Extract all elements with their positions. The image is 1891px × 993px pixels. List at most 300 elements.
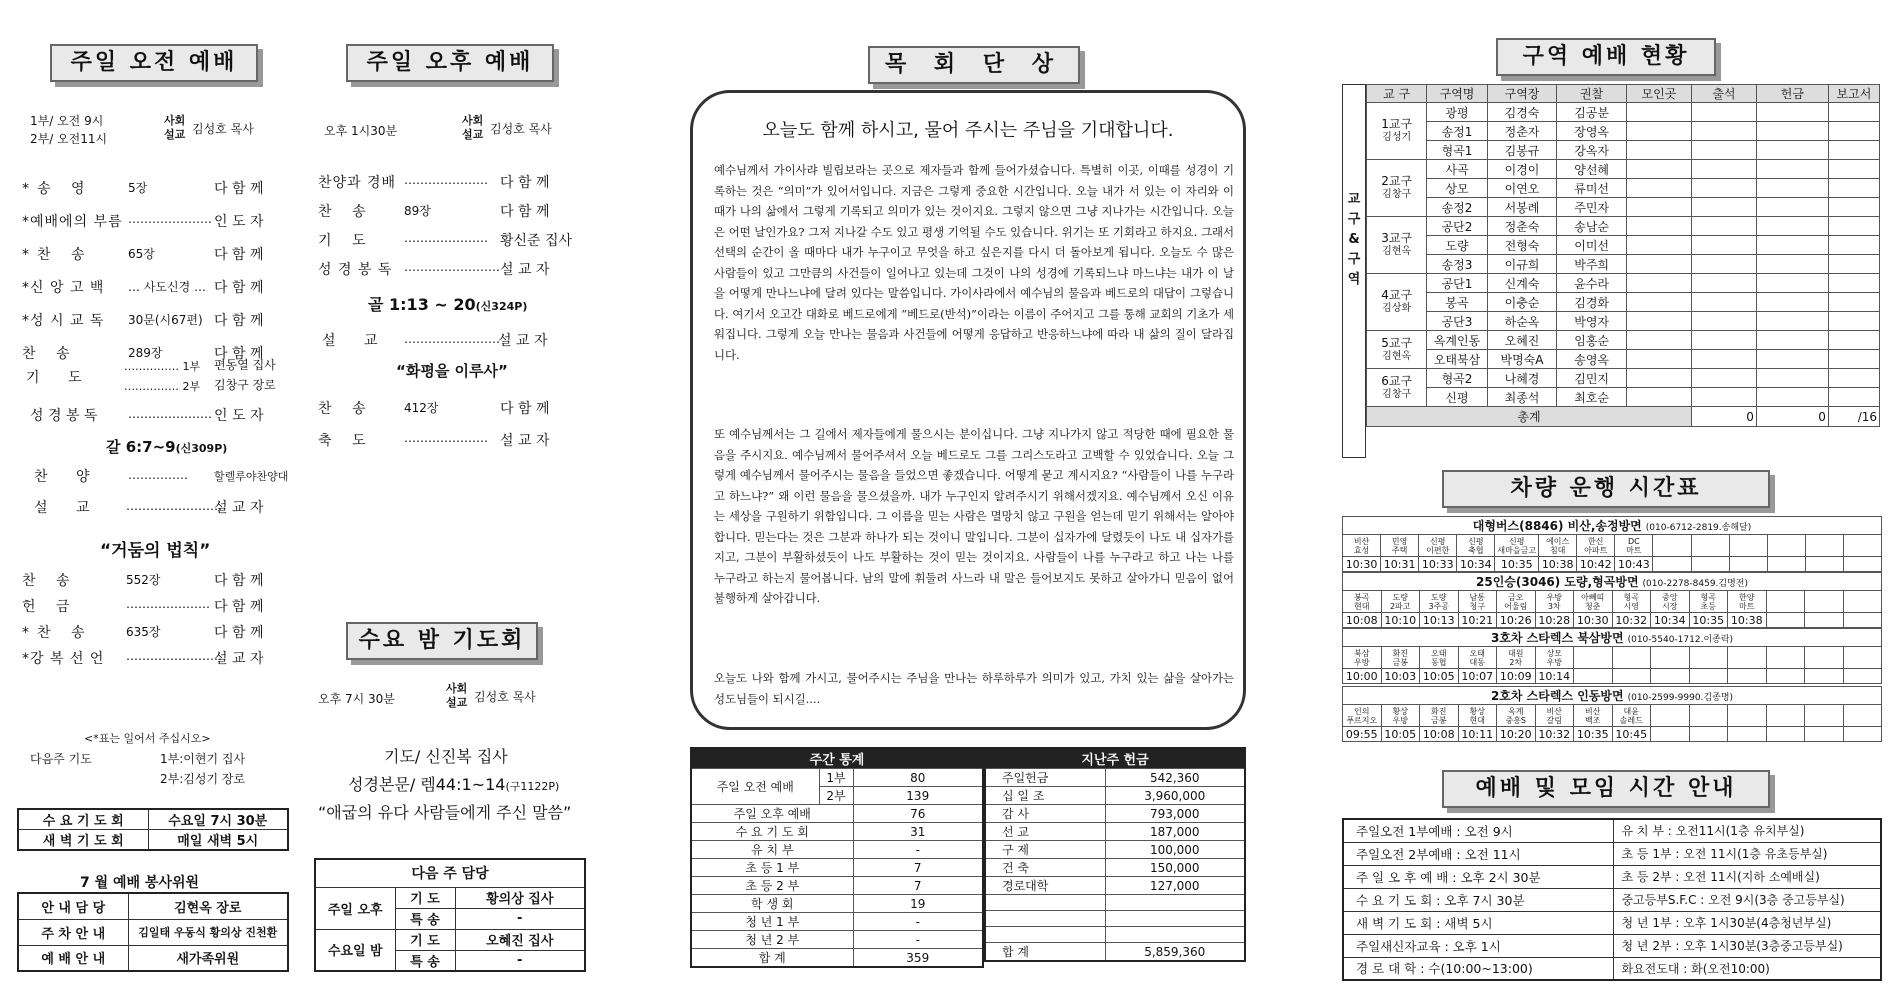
stat-sub: 2부 [819, 787, 853, 805]
order-item-label: 성 경 봉 독 [318, 262, 393, 278]
order-item-label: 찬 송 [318, 401, 374, 417]
wednesday-scripture: 성경본문/ 렘44:1~14 [348, 775, 506, 794]
order-item-right: 다 함 께 [214, 346, 264, 362]
morning-prayer-2-name: 김창구 장로 [214, 378, 276, 392]
bus-empty-cell [1651, 727, 1690, 742]
district-empty-cell [1828, 293, 1879, 312]
district-empty-cell [1691, 350, 1756, 369]
district-cell: 나혜경 [1487, 369, 1557, 388]
table-row [1367, 160, 1880, 179]
bus-empty-cell [1612, 647, 1651, 669]
bus-route-header [1343, 687, 1882, 705]
offering-label [985, 927, 1105, 943]
table-row [1367, 122, 1880, 141]
bus-empty-cell [1691, 535, 1729, 557]
district-cell: 윤수라 [1557, 274, 1627, 293]
next-prayer-1: 1부:이현기 집사 [160, 752, 246, 766]
district-empty-cell [1691, 141, 1756, 160]
order-item-label: 찬 송 [318, 204, 374, 220]
table-row [1343, 842, 1881, 865]
district-empty-cell [1691, 160, 1756, 179]
weekday-label: 새 벽 기 도 회 [18, 830, 148, 851]
table-row [1367, 217, 1880, 236]
bus-stops-row [1343, 535, 1882, 557]
bus-time: 10:09 [1497, 669, 1536, 684]
district-empty-cell [1691, 369, 1756, 388]
district-empty-cell [1626, 274, 1691, 293]
district-cell: 형곡1 [1427, 141, 1487, 160]
offering-label: 구 제 [985, 841, 1105, 859]
order-item-mid: 289장 [128, 346, 163, 360]
bus-time: 10:35 [1574, 727, 1613, 742]
offering-label: 경로대학 [985, 877, 1105, 895]
district-cell: 이충순 [1487, 293, 1557, 312]
total-value: /16 [1828, 407, 1879, 427]
order-item-mid: ………………… [404, 231, 488, 245]
morning-verse-note: (신309P) [175, 442, 228, 455]
district-group [1367, 274, 1427, 331]
district-empty-cell [1691, 122, 1756, 141]
table-row [1343, 865, 1881, 888]
weekday-value: 매일 새벽 5시 [148, 830, 288, 851]
district-cell: 임홍순 [1557, 331, 1627, 350]
morning-time-2: 2부/ 오전11시 [30, 132, 108, 146]
table-row [691, 823, 983, 841]
schedule-right: 청 년 1부 : 오후 1시30분(4층청년부실) [1613, 911, 1881, 934]
district-cell: 오혜진 [1487, 331, 1557, 350]
district-empty-cell [1756, 141, 1828, 160]
afternoon-verse: 골 1:13 ~ 20 [368, 295, 476, 314]
morning-sermon-title: “거둠의 법칙” [100, 541, 211, 561]
order-item-label: 기 도 [318, 233, 374, 249]
group-leader: 김상화 [1382, 303, 1412, 314]
bus-time: 10:05 [1381, 727, 1420, 742]
offering-label [985, 895, 1105, 911]
afternoon-preacher-label: 설교 [462, 128, 484, 141]
order-item-mid: …………………… [404, 260, 500, 274]
bus-stop: 남통 청구 [1458, 591, 1497, 613]
bus-time: 10:05 [1420, 669, 1459, 684]
district-empty-cell [1828, 217, 1879, 236]
order-item-right: 다 함 께 [500, 204, 550, 220]
order-item-label: *강 복 선 언 [22, 651, 105, 667]
district-cell: 신평 [1427, 388, 1487, 407]
bus-empty-cell [1767, 557, 1805, 572]
bus-stop: 도량 3주공 [1420, 591, 1459, 613]
schedule-left: 경 로 대 학 : 수(10:00~13:00) [1343, 957, 1613, 980]
wednesday-host-label: 사회 [446, 682, 468, 695]
table-row [691, 859, 983, 877]
table-row [985, 911, 1245, 927]
district-cell: 이미선 [1557, 236, 1627, 255]
order-item-right: 인 도 자 [214, 214, 264, 230]
table-row [1367, 312, 1880, 331]
district-empty-cell [1828, 160, 1879, 179]
stat-value: 7 [853, 877, 983, 895]
offering-label: 건 축 [985, 859, 1105, 877]
bus-empty-cell [1729, 557, 1767, 572]
district-cell: 이경이 [1487, 160, 1557, 179]
bus-stop: 화진 금봉 [1381, 647, 1420, 669]
order-item-label: *신 앙 고 백 [22, 280, 105, 296]
bus-route-header [1343, 629, 1882, 647]
table-row [1343, 911, 1881, 934]
order-item-right: 다 함 께 [214, 573, 264, 589]
bus-empty-cell [1766, 591, 1805, 613]
afternoon-sermon-dots: …………………… [404, 332, 500, 346]
bus-empty-cell [1843, 613, 1882, 628]
district-empty-cell [1691, 198, 1756, 217]
bus-stop: 아뻬띠 청춘 [1574, 591, 1613, 613]
july-role: 예 배 안 내 [18, 945, 128, 971]
stat-value: - [853, 913, 983, 931]
district-empty-cell [1626, 217, 1691, 236]
schedule-right: 중고등부S.F.C : 오전 9시(3층 중고등부실) [1613, 888, 1881, 911]
table-row [1367, 331, 1880, 350]
district-empty-cell [1828, 236, 1879, 255]
district-empty-cell [1828, 179, 1879, 198]
district-cell: 형곡2 [1427, 369, 1487, 388]
bus-stop: 비산 효성 [1343, 535, 1381, 557]
total-value: 0 [1691, 407, 1756, 427]
standing-note: <*표는 일어서 주십시오> [84, 732, 211, 745]
next-duty-title: 다음 주 담당 [315, 859, 585, 887]
order-item-label: 찬 송 [22, 346, 78, 362]
offering-value: 3,960,000 [1105, 787, 1245, 805]
stat-label: 초 등 1 부 [691, 859, 853, 877]
district-empty-cell [1828, 274, 1879, 293]
morning-prayer-1-name: 편동열 집사 [214, 358, 276, 372]
morning-sermon-right: 설 교 자 [214, 500, 264, 516]
district-cell: 송정3 [1427, 255, 1487, 274]
morning-service-title: 주일 오전 예배 [50, 44, 258, 82]
bus-stop: 신평 새마을금고 [1495, 535, 1539, 557]
table-row [1367, 179, 1880, 198]
bus-time: 10:32 [1535, 727, 1574, 742]
district-empty-cell [1626, 160, 1691, 179]
bus-stop: 화진 금봉 [1420, 705, 1459, 727]
stat-label: 합 계 [691, 949, 853, 968]
schedule-left: 주일새신자교육 : 오후 1시 [1343, 934, 1613, 957]
district-empty-cell [1626, 198, 1691, 217]
district-cell: 정춘자 [1487, 122, 1557, 141]
district-cell: 상모 [1427, 179, 1487, 198]
bus-stop: 옥계 중흥S [1497, 705, 1536, 727]
bus-empty-cell [1766, 647, 1805, 669]
pastoral-heading: 오늘도 함께 하시고, 물어 주시는 주님을 기대합니다. [762, 120, 1174, 141]
bus-time: 10:35 [1495, 557, 1539, 572]
offering-label: 주일헌금 [985, 769, 1105, 787]
bus-stop: 오태 동협 [1420, 647, 1459, 669]
order-item-label: 찬 송 [22, 573, 78, 589]
order-item-right: 다 함 께 [214, 280, 264, 296]
schedule-right: 화요전도대 : 화(오전10:00) [1613, 957, 1881, 980]
table-row [691, 913, 983, 931]
stat-label: 유 치 부 [691, 841, 853, 859]
stat-value: 139 [853, 787, 983, 805]
district-empty-cell [1691, 103, 1756, 122]
table-row [691, 841, 983, 859]
group-name: 1교구 [1381, 117, 1413, 131]
district-empty-cell [1626, 122, 1691, 141]
offering-value: 5,859,360 [1105, 943, 1245, 962]
group-leader: 김현옥 [1382, 350, 1412, 362]
district-empty-cell [1756, 331, 1828, 350]
district-cell: 최호순 [1557, 388, 1627, 407]
july-name: 김현옥 장로 [128, 893, 288, 919]
district-cell: 공단1 [1427, 274, 1487, 293]
bus-empty-cell [1689, 647, 1728, 669]
morning-verse: 갈 6:7~9 [106, 438, 176, 456]
table-row [985, 787, 1245, 805]
table-row [1367, 274, 1880, 293]
next-prayer-label: 다음주 기도 [30, 752, 92, 766]
morning-verse-line [106, 436, 227, 457]
district-cell: 오태북삼 [1427, 350, 1487, 369]
table-row [1343, 934, 1881, 957]
bus-time: 10:08 [1343, 613, 1382, 628]
order-item-right: 설 교 자 [500, 433, 550, 449]
bus-empty-cell [1843, 727, 1882, 742]
group-name: 3교구 [1381, 231, 1413, 245]
july-role: 안 내 담 당 [18, 893, 128, 919]
district-cell: 정춘숙 [1487, 217, 1557, 236]
bus-empty-cell [1728, 647, 1767, 669]
morning-prayer-label: 기 도 [26, 370, 94, 386]
district-group [1367, 331, 1427, 369]
stat-value: 7 [853, 859, 983, 877]
bus-empty-cell [1766, 669, 1805, 684]
order-item-right: 설 교 자 [500, 262, 550, 278]
bus-stop: 신평 축협 [1457, 535, 1495, 557]
bus-empty-cell [1728, 705, 1767, 727]
bus-stops-row [1343, 647, 1882, 669]
bus-route-phone: (010-6712-2819.송해달) [1645, 523, 1752, 533]
district-empty-cell [1691, 274, 1756, 293]
district-cell: 김경화 [1557, 293, 1627, 312]
bus-stop: 대원 2차 [1497, 647, 1536, 669]
table-row [985, 927, 1245, 943]
table-row [1367, 255, 1880, 274]
order-item-mid: 65장 [128, 247, 155, 261]
bus-time: 10:32 [1612, 613, 1651, 628]
district-header: 출석 [1691, 85, 1756, 103]
afternoon-host: 김성호 목사 [490, 122, 552, 136]
district-empty-cell [1828, 350, 1879, 369]
district-empty-cell [1828, 103, 1879, 122]
order-item-mid: ………………… [126, 597, 210, 611]
order-item-mid: 552장 [126, 573, 161, 587]
bus-route-phone: (010-5540-1712.이종락) [1627, 635, 1734, 645]
wednesday-scripture-note: (구1122P) [505, 780, 560, 793]
duty-name: - [455, 950, 585, 971]
district-empty-cell [1756, 179, 1828, 198]
morning-scripture-label: 성 경 봉 독 [30, 408, 98, 424]
district-header: 헌금 [1756, 85, 1828, 103]
bus-stop: 오태 대동 [1458, 647, 1497, 669]
duty-name: 황의상 집사 [455, 887, 585, 908]
july-name: 김일태 우동식 황의상 진천환 [128, 919, 288, 945]
duty-group: 수요일 밤 [315, 929, 395, 971]
bus-stop: 상모 우방 [1535, 647, 1574, 669]
afternoon-sermon-right: 설 교 자 [498, 333, 548, 349]
district-empty-cell [1626, 236, 1691, 255]
district-group [1367, 160, 1427, 217]
district-empty-cell [1828, 331, 1879, 350]
afternoon-service-title: 주일 오후 예배 [346, 44, 554, 82]
table-row [1367, 388, 1880, 407]
offering-value: 127,000 [1105, 877, 1245, 895]
order-item-right: 다 함 께 [500, 175, 550, 191]
bus-empty-cell [1728, 669, 1767, 684]
district-group [1367, 217, 1427, 274]
offering-title: 지난주 헌금 [985, 748, 1245, 769]
bus-empty-cell [1805, 647, 1844, 669]
schedule-left: 주 일 오 후 예 배 : 오후 2시 30분 [1343, 865, 1613, 888]
bus-times-row [1343, 669, 1882, 684]
bus-empty-cell [1612, 669, 1651, 684]
order-item-mid: 412장 [404, 401, 439, 415]
bus-times-row [1343, 613, 1882, 628]
afternoon-host-label: 사회 [462, 114, 484, 127]
weekday-prayer-table [17, 808, 289, 851]
afternoon-sermon-title: “화평을 이루사” [396, 362, 508, 380]
pastoral-title: 목 회 단 상 [868, 46, 1080, 84]
bus-route-table [1342, 572, 1882, 628]
wednesday-host: 김성호 목사 [474, 690, 536, 704]
bus-stop: 비산 백조 [1574, 705, 1613, 727]
district-side-label: 교 구 & 구 역 [1347, 192, 1361, 287]
table-row [1367, 141, 1880, 160]
order-item-label: 헌 금 [22, 599, 78, 615]
bus-route-header [1343, 517, 1882, 535]
morning-choir-dots: …………… [128, 468, 188, 482]
district-title: 구역 예배 현황 [1496, 38, 1716, 76]
bus-empty-cell [1651, 669, 1690, 684]
table-row [691, 931, 983, 949]
district-cell: 광평 [1427, 103, 1487, 122]
order-item-right: 설 교 자 [214, 651, 264, 667]
bus-route-name: 3호차 스타렉스 북삼방면 [1490, 631, 1624, 645]
table-row [1367, 293, 1880, 312]
bus-stop: 인의 푸르지오 [1343, 705, 1382, 727]
district-empty-cell [1756, 274, 1828, 293]
bus-empty-cell [1651, 705, 1690, 727]
total-value: 0 [1756, 407, 1828, 427]
bus-route-table [1342, 686, 1882, 742]
morning-scripture-dots: ………………… [128, 407, 212, 421]
table-row [1367, 350, 1880, 369]
group-leader: 김현옥 [1382, 246, 1412, 257]
wednesday-sermon-title: “애굽의 유다 사람들에게 주신 말씀” [318, 803, 572, 822]
district-cell: 사곡 [1427, 160, 1487, 179]
duty-role: 기 도 [395, 887, 455, 908]
order-item-right: 다 함 께 [214, 247, 264, 263]
order-item-right: 다 함 께 [214, 181, 264, 197]
bus-time: 10:45 [1612, 727, 1651, 742]
bus-empty-cell [1805, 705, 1844, 727]
wednesday-scripture-line [348, 772, 559, 795]
offering-label: 합 계 [985, 943, 1105, 962]
district-empty-cell [1828, 198, 1879, 217]
bus-time: 10:34 [1651, 613, 1690, 628]
schedule-left: 수 요 기 도 회 : 오후 7시 30분 [1343, 888, 1613, 911]
district-cell: 김경숙 [1487, 103, 1557, 122]
district-empty-cell [1756, 160, 1828, 179]
bus-empty-cell [1805, 727, 1844, 742]
district-empty-cell [1626, 369, 1691, 388]
next-duty-table [314, 858, 586, 972]
bus-empty-cell [1689, 669, 1728, 684]
bus-empty-cell [1728, 727, 1767, 742]
morning-choir-label: 찬 양 [34, 469, 102, 485]
order-item-mid: 89장 [404, 204, 431, 218]
bus-empty-cell [1843, 557, 1881, 572]
district-empty-cell [1756, 312, 1828, 331]
district-empty-cell [1626, 350, 1691, 369]
duty-role: 기 도 [395, 929, 455, 950]
offering-label [985, 911, 1105, 927]
morning-prayer-2-dots: …………… 2부 [124, 380, 201, 393]
stat-value: 359 [853, 949, 983, 968]
schedule-left: 새 벽 기 도 회 : 새벽 5시 [1343, 911, 1613, 934]
district-cell: 공단3 [1427, 312, 1487, 331]
district-empty-cell [1691, 293, 1756, 312]
district-cell: 봉곡 [1427, 293, 1487, 312]
district-header: 구역명 [1427, 85, 1487, 103]
district-group [1367, 103, 1427, 160]
stat-label: 학 생 회 [691, 895, 853, 913]
bus-stop: 대윤 솔레드 [1612, 705, 1651, 727]
district-table [1366, 84, 1880, 427]
district-empty-cell [1626, 255, 1691, 274]
bus-empty-cell [1766, 613, 1805, 628]
table-row [985, 841, 1245, 859]
table-row [1343, 819, 1881, 842]
bus-time: 10:26 [1497, 613, 1536, 628]
stat-label: 청 년 1 부 [691, 913, 853, 931]
weekly-stats-title: 주간 통계 [691, 748, 983, 769]
bus-time: 10:38 [1728, 613, 1767, 628]
district-empty-cell [1756, 255, 1828, 274]
bus-time: 10:34 [1457, 557, 1495, 572]
july-name: 새가족위원 [128, 945, 288, 971]
order-item-right: 다 함 께 [214, 599, 264, 615]
district-empty-cell [1828, 312, 1879, 331]
morning-sermon-label: 설 교 [34, 500, 102, 516]
bus-time: 10:00 [1343, 669, 1382, 684]
table-row [691, 805, 983, 823]
district-cell: 송정1 [1427, 122, 1487, 141]
pastoral-paragraph-3: 오늘도 나와 함께 가시고, 물어주시는 주님을 만나는 하루하루가 의미가 있고, 가치 있는 삶을 살아가는 성도님들이 되시길.... [714, 671, 1234, 706]
bus-stop: 한양 마트 [1728, 591, 1767, 613]
table-row [985, 895, 1245, 911]
total-row [1367, 407, 1880, 427]
district-header: 권찰 [1557, 85, 1627, 103]
stat-value: - [853, 931, 983, 949]
bus-empty-cell [1843, 669, 1882, 684]
bus-empty-cell [1689, 727, 1728, 742]
afternoon-verse-line [368, 292, 527, 315]
bus-stop: 북삼 우방 [1343, 647, 1382, 669]
afternoon-verse-note: (신324P) [475, 300, 528, 313]
offering-label: 선 교 [985, 823, 1105, 841]
duty-group: 주일 오후 [315, 887, 395, 929]
bus-route-name: 대형버스(8846) 비산,송정방면 [1472, 519, 1642, 533]
bus-empty-cell [1843, 705, 1882, 727]
district-empty-cell [1828, 388, 1879, 407]
district-empty-cell [1691, 388, 1756, 407]
